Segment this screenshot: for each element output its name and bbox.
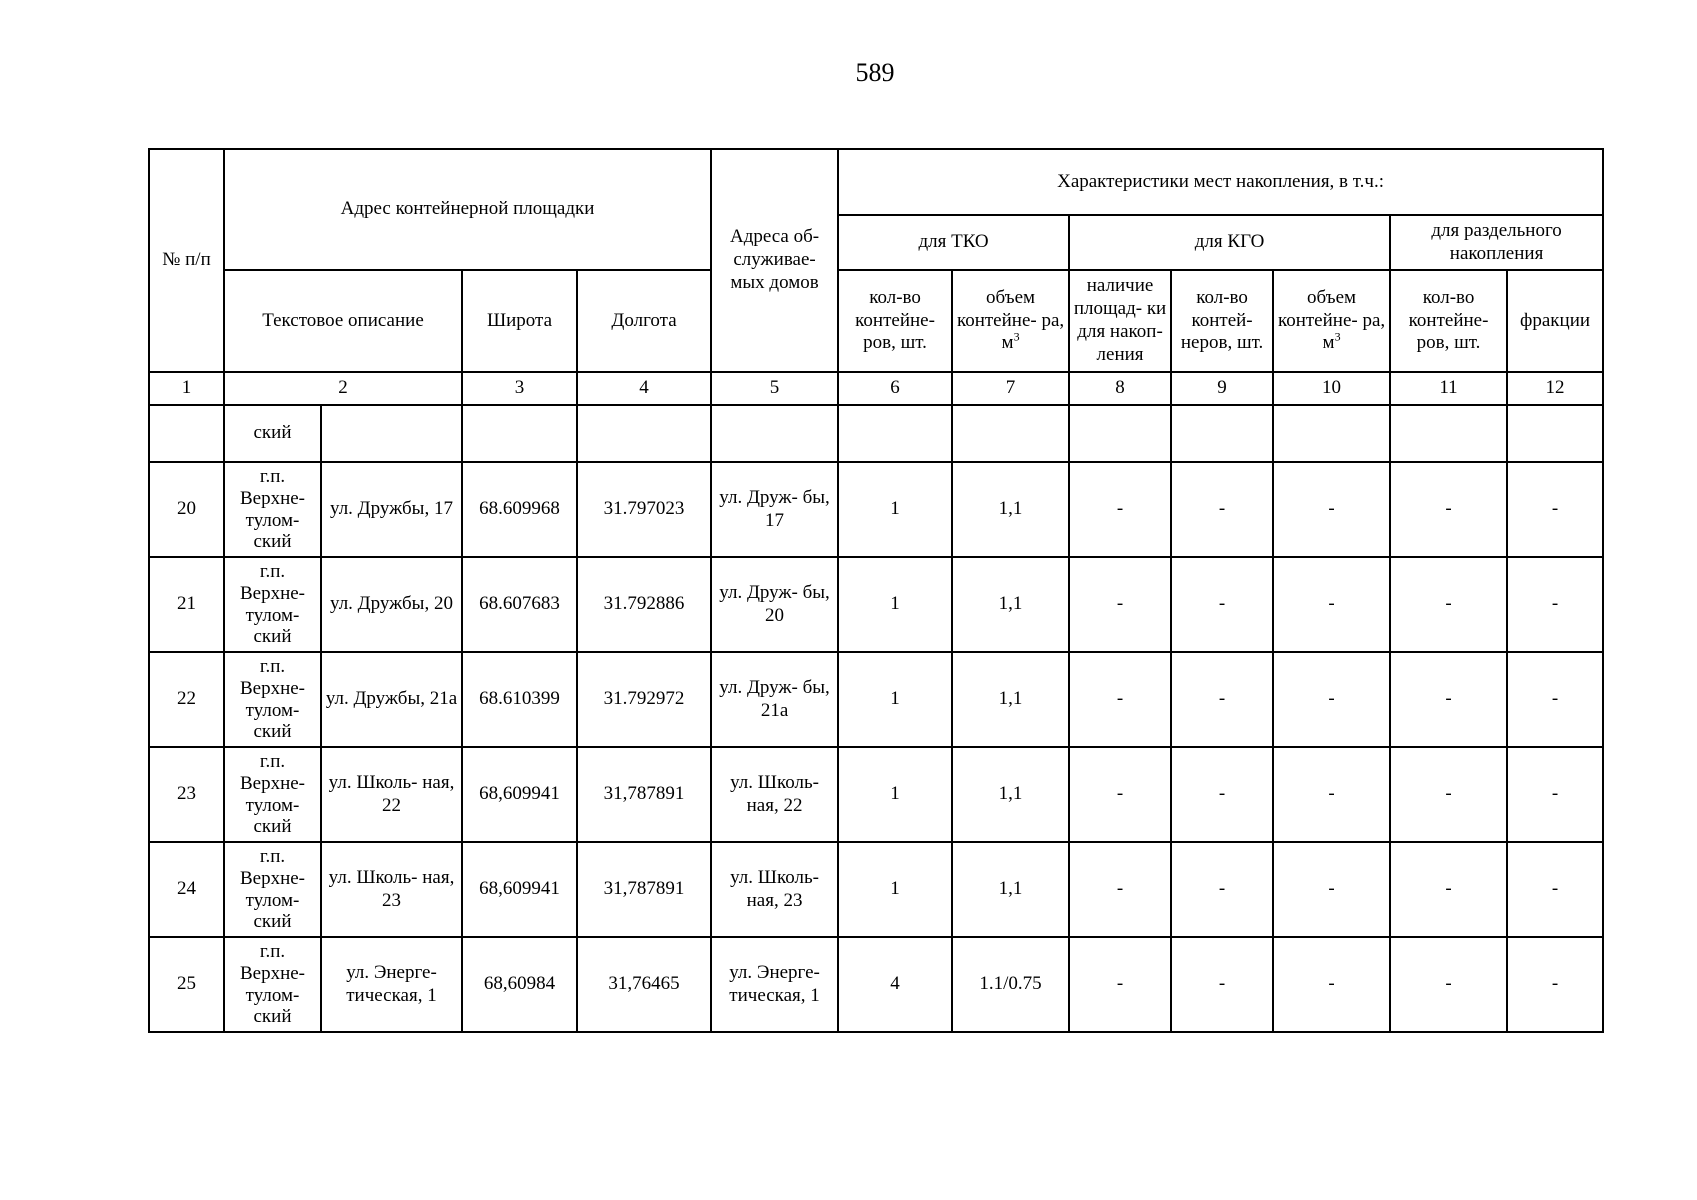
column-number: 4 <box>577 372 711 405</box>
cell-longitude: 31.792886 <box>577 557 711 652</box>
cell-served-houses: ул. Друж- бы, 17 <box>711 462 838 557</box>
cell-num: 24 <box>149 842 224 937</box>
cell-tko-volume: 1.1/0.75 <box>952 937 1069 1032</box>
header-sep-fractions: фракции <box>1507 270 1603 372</box>
cell-num: 20 <box>149 462 224 557</box>
cell-longitude: 31,787891 <box>577 747 711 842</box>
header-sep-count: кол-во контейне- ров, шт. <box>1390 270 1507 372</box>
header-address: Адрес контейнерной площадки <box>224 149 711 270</box>
continued-row <box>149 405 1603 462</box>
header-kgo-site: наличие площад- ки для накоп- ления <box>1069 270 1171 372</box>
header-kgo-volume: объем контейне- ра, $м^3$ <box>1273 270 1390 372</box>
cell-tko-volume: 1,1 <box>952 652 1069 747</box>
cell-latitude: 68,60984 <box>462 937 577 1032</box>
cell-empty <box>577 405 711 462</box>
header-longitude: Долгота <box>577 270 711 372</box>
header-tko-count: кол-во контейне- ров, шт. <box>838 270 952 372</box>
cell-street: ул. Энерге- тическая, 1 <box>321 937 462 1032</box>
cell-street: ул. Школь- ная, 23 <box>321 842 462 937</box>
cell-tko-count: 1 <box>838 842 952 937</box>
page-number: 589 <box>855 58 895 87</box>
cell-locality: г.п. Верхне- тулом- ский <box>224 557 321 652</box>
cell-kgo-count: - <box>1171 937 1273 1032</box>
cell-empty <box>462 405 577 462</box>
cell-sep-count: - <box>1390 652 1507 747</box>
header-kgo: для КГО <box>1069 215 1390 270</box>
cell-num: 21 <box>149 557 224 652</box>
cell-locality: г.п. Верхне- тулом- ский <box>224 747 321 842</box>
cell-kgo-site: - <box>1069 937 1171 1032</box>
cell-locality: г.п. Верхне- тулом- ский <box>224 652 321 747</box>
cell-tko-count: 1 <box>838 747 952 842</box>
cell-latitude: 68.607683 <box>462 557 577 652</box>
header-characteristics: Характеристики мест накопления, в т.ч.: <box>838 149 1603 215</box>
cell-kgo-volume: - <box>1273 652 1390 747</box>
cell-sep-count: - <box>1390 747 1507 842</box>
column-number: 12 <box>1507 372 1603 405</box>
cell-tko-volume: 1,1 <box>952 747 1069 842</box>
header-kgo-count: кол-во контей- неров, шт. <box>1171 270 1273 372</box>
cell-sep-count: - <box>1390 462 1507 557</box>
cell-kgo-site: - <box>1069 462 1171 557</box>
cell-kgo-site: - <box>1069 842 1171 937</box>
cell-tko-count: 1 <box>838 557 952 652</box>
table-row <box>149 937 1603 1032</box>
cell-empty <box>1390 405 1507 462</box>
column-number-row <box>149 372 1603 405</box>
table-row <box>149 842 1603 937</box>
continued-text: ский <box>224 405 321 462</box>
cell-street: ул. Школь- ная, 22 <box>321 747 462 842</box>
cell-street: ул. Дружбы, 21а <box>321 652 462 747</box>
cell-sep-fractions: - <box>1507 842 1603 937</box>
cell-kgo-count: - <box>1171 747 1273 842</box>
column-number: 3 <box>462 372 577 405</box>
cell-locality: г.п. Верхне- тулом- ский <box>224 937 321 1032</box>
column-number: 8 <box>1069 372 1171 405</box>
cell-served-houses: ул. Энерге- тическая, 1 <box>711 937 838 1032</box>
cell-kgo-count: - <box>1171 462 1273 557</box>
column-number: 5 <box>711 372 838 405</box>
cell-latitude: 68.609968 <box>462 462 577 557</box>
cell-kgo-count: - <box>1171 652 1273 747</box>
cell-kgo-site: - <box>1069 652 1171 747</box>
cell-kgo-volume: - <box>1273 842 1390 937</box>
cell-longitude: 31.792972 <box>577 652 711 747</box>
cell-kgo-volume: - <box>1273 747 1390 842</box>
column-number: 6 <box>838 372 952 405</box>
cell-longitude: 31.797023 <box>577 462 711 557</box>
cell-locality: г.п. Верхне- тулом- ский <box>224 842 321 937</box>
cell-empty <box>711 405 838 462</box>
header-separate: для раздельного накопления <box>1390 215 1603 270</box>
cell-latitude: 68,609941 <box>462 747 577 842</box>
cell-sep-fractions: - <box>1507 462 1603 557</box>
cell-street: ул. Дружбы, 20 <box>321 557 462 652</box>
cell-tko-count: 1 <box>838 462 952 557</box>
container-sites-table <box>148 148 1604 1033</box>
cell-locality: г.п. Верхне- тулом- ский <box>224 462 321 557</box>
cell-empty <box>1171 405 1273 462</box>
header-num: № п/п <box>149 149 224 372</box>
header-served-houses: Адреса об- служивае- мых домов <box>711 149 838 372</box>
cell-tko-volume: 1,1 <box>952 462 1069 557</box>
cell-empty <box>952 405 1069 462</box>
column-number: 1 <box>149 372 224 405</box>
cell-num: 23 <box>149 747 224 842</box>
cell-empty <box>149 405 224 462</box>
cell-tko-volume: 1,1 <box>952 842 1069 937</box>
cell-empty <box>1069 405 1171 462</box>
cell-latitude: 68.610399 <box>462 652 577 747</box>
cell-tko-count: 4 <box>838 937 952 1032</box>
cell-sep-fractions: - <box>1507 652 1603 747</box>
table-row <box>149 652 1603 747</box>
table-row <box>149 462 1603 557</box>
cell-street: ул. Дружбы, 17 <box>321 462 462 557</box>
cell-kgo-count: - <box>1171 842 1273 937</box>
cell-tko-count: 1 <box>838 652 952 747</box>
cell-num: 25 <box>149 937 224 1032</box>
table-row <box>149 557 1603 652</box>
cell-longitude: 31,76465 <box>577 937 711 1032</box>
cell-kgo-volume: - <box>1273 557 1390 652</box>
cell-kgo-volume: - <box>1273 462 1390 557</box>
cell-served-houses: ул. Друж- бы, 20 <box>711 557 838 652</box>
cell-latitude: 68,609941 <box>462 842 577 937</box>
cell-num: 22 <box>149 652 224 747</box>
column-number: 10 <box>1273 372 1390 405</box>
table-header <box>149 149 1603 405</box>
cell-empty <box>321 405 462 462</box>
cell-empty <box>1273 405 1390 462</box>
column-number: 11 <box>1390 372 1507 405</box>
cell-tko-volume: 1,1 <box>952 557 1069 652</box>
cell-sep-fractions: - <box>1507 937 1603 1032</box>
cell-kgo-count: - <box>1171 557 1273 652</box>
cell-served-houses: ул. Школь- ная, 22 <box>711 747 838 842</box>
cell-empty <box>838 405 952 462</box>
cell-sep-fractions: - <box>1507 557 1603 652</box>
column-number: 9 <box>1171 372 1273 405</box>
table-row <box>149 747 1603 842</box>
cell-sep-count: - <box>1390 557 1507 652</box>
header-tko-volume: объем контейне- ра, $м^3$ <box>952 270 1069 372</box>
cell-kgo-volume: - <box>1273 937 1390 1032</box>
cell-kgo-site: - <box>1069 747 1171 842</box>
cell-served-houses: ул. Друж- бы, 21а <box>711 652 838 747</box>
cell-sep-fractions: - <box>1507 747 1603 842</box>
cell-served-houses: ул. Школь- ная, 23 <box>711 842 838 937</box>
cell-longitude: 31,787891 <box>577 842 711 937</box>
cell-kgo-site: - <box>1069 557 1171 652</box>
header-latitude: Широта <box>462 270 577 372</box>
cell-sep-count: - <box>1390 842 1507 937</box>
cell-sep-count: - <box>1390 937 1507 1032</box>
header-text-description: Текстовое описание <box>224 270 462 372</box>
cell-empty <box>1507 405 1603 462</box>
header-tko: для ТКО <box>838 215 1069 270</box>
table-body <box>149 405 1603 1032</box>
column-number: 2 <box>224 372 462 405</box>
column-number: 7 <box>952 372 1069 405</box>
